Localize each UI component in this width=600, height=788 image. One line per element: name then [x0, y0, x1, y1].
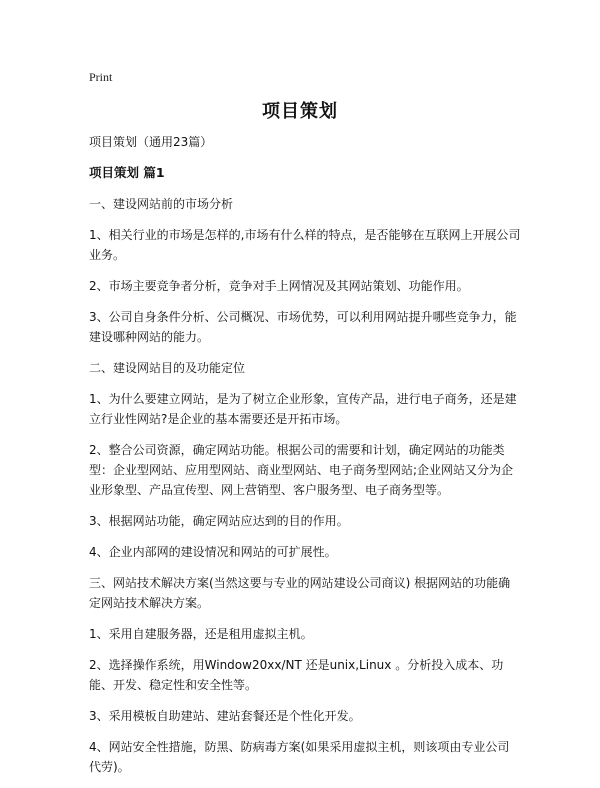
paragraph: 二、建设网站目的及功能定位 — [89, 361, 246, 375]
paragraph: 1、相关行业的市场是怎样的,市场有什么样的特点，是否能够在互联网上开展公司业务。 — [89, 228, 521, 262]
paragraph: 4、企业内部网的建设情况和网站的可扩展性。 — [89, 545, 337, 559]
section-heading: 项目策划 篇1 — [89, 165, 165, 180]
paragraph: 1、为什么要建立网站，是为了树立企业形象，宣传产品，进行电子商务，还是建立行业性网站?是企业的基本需要还是开拓市场。 — [89, 392, 517, 426]
paragraph: 2、选择操作系统，用Window20xx/NT 还是unix,Linux 。分析投入成本、功能、开发、稳定性和安全性等。 — [89, 658, 504, 692]
document-subtitle: 项目策划（通用23篇） — [89, 135, 213, 149]
print-label: Print — [89, 70, 113, 84]
paragraph: 4、网站安全性措施，防黑、防病毒方案(如果采用虚拟主机，则该项由专业公司代劳)。 — [89, 740, 510, 774]
paragraph: 3、公司自身条件分析、公司概况、市场优势，可以利用网站提升哪些竞争力，能建设哪种网站的能力。 — [89, 310, 517, 344]
paragraph: 1、采用自建服务器，还是租用虚拟主机。 — [89, 627, 313, 641]
paragraph: 2、市场主要竞争者分析，竞争对手上网情况及其网站策划、功能作用。 — [89, 279, 469, 293]
paragraph: 2、整合公司资源，确定网站功能。根据公司的需要和计划，确定网站的功能类型：企业型网站、应用型网站、商业型网站、电子商务型网站;企业网站又分为企业形象型、产品宣传型、网上营销型、客户服务型、电子商务型等。 — [89, 443, 514, 497]
paragraph: 3、根据网站功能，确定网站应达到的目的作用。 — [89, 514, 349, 528]
paragraph: 一、建设网站前的市场分析 — [89, 197, 234, 211]
paragraph: 三、网站技术解决方案(当然这要与专业的网站建设公司商议) 根据网站的功能确定网站技术解决方案。 — [89, 576, 511, 610]
document-body — [89, 132, 521, 788]
page-title: 项目策划 — [262, 101, 338, 122]
paragraph: 3、采用模板自助建站、建站套餐还是个性化开发。 — [89, 709, 361, 723]
